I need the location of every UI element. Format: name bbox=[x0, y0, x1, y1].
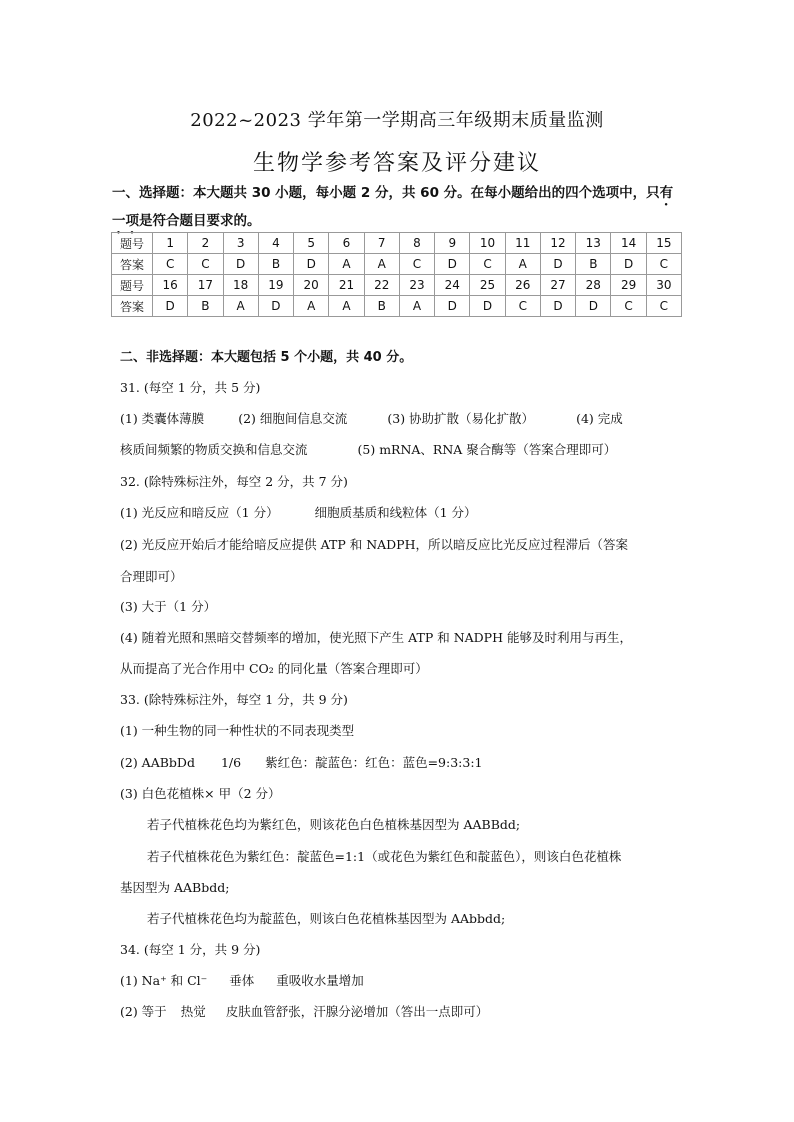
table-cell: B bbox=[258, 254, 293, 275]
q31-answer-3: (3) 协助扩散（易化扩散） bbox=[387, 411, 535, 426]
section1-heading-emphasis: 有一项 bbox=[112, 185, 674, 229]
table-cell: 14 bbox=[611, 233, 646, 254]
table-cell: 26 bbox=[505, 275, 540, 296]
q31-answer-1: (1) 类囊体薄膜 bbox=[120, 411, 205, 426]
table-cell: A bbox=[364, 254, 399, 275]
table-cell: 24 bbox=[435, 275, 470, 296]
table-cell: A bbox=[399, 296, 434, 317]
section1-heading-part1: 一、选择题：本大题共 30 小题，每小题 2 分，共 60 分。在每小题给出的四个选项中，只 bbox=[112, 185, 660, 201]
table-row-answers-2 bbox=[112, 296, 682, 317]
table-cell: A bbox=[223, 296, 258, 317]
table-cell: 29 bbox=[611, 275, 646, 296]
table-cell: 1 bbox=[153, 233, 188, 254]
row-label: 题号 bbox=[112, 233, 153, 254]
table-cell: A bbox=[294, 296, 329, 317]
table-cell: 28 bbox=[576, 275, 611, 296]
table-cell: B bbox=[364, 296, 399, 317]
table-cell: C bbox=[188, 254, 223, 275]
table-cell: C bbox=[399, 254, 434, 275]
table-cell: D bbox=[435, 296, 470, 317]
table-cell: 27 bbox=[540, 275, 575, 296]
q34-answer-2b: 热觉 bbox=[180, 1004, 206, 1019]
table-cell: B bbox=[188, 296, 223, 317]
q32-heading: 32. (除特殊标注外，每空 2 分，共 7 分) bbox=[120, 474, 348, 489]
table-cell: A bbox=[329, 254, 364, 275]
q32-answer-2a: (2) 光反应开始后才能给暗反应提供 ATP 和 NADPH，所以暗反应比光反应过程滞后（答案 bbox=[120, 537, 628, 552]
q32-answer-4b: 从而提高了光合作用中 CO₂ 的同化量（答案合理即可） bbox=[120, 661, 428, 676]
exam-subtitle: 生物学参考答案及评分建议 bbox=[252, 151, 541, 176]
q32-answer-4a: (4) 随着光照和黑暗交替频率的增加，使光照下产生 ATP 和 NADPH 能够及时利用与再生， bbox=[120, 630, 632, 645]
table-cell: 3 bbox=[223, 233, 258, 254]
table-cell: D bbox=[223, 254, 258, 275]
row-label: 题号 bbox=[112, 275, 153, 296]
q33-answer-3-line-3: 基因型为 AABbdd; bbox=[120, 880, 230, 895]
section2-heading: 二、非选择题：本大题包括 5 个小题，共 40 分。 bbox=[120, 350, 413, 365]
q34-answer-2c: 皮肤血管舒张，汗腺分泌增加（答出一点即可） bbox=[225, 1004, 489, 1019]
q34-answer-1b: 垂体 bbox=[229, 973, 255, 988]
table-cell: B bbox=[576, 254, 611, 275]
table-cell: 11 bbox=[505, 233, 540, 254]
table-cell: D bbox=[576, 296, 611, 317]
q34-line-1 bbox=[120, 971, 364, 989]
table-cell: 2 bbox=[188, 233, 223, 254]
q34-line-2 bbox=[120, 1002, 488, 1020]
q33-answer-2b: 1/6 bbox=[220, 755, 242, 770]
table-cell: 23 bbox=[399, 275, 434, 296]
section1-heading-part2: 是符合题目要求的。 bbox=[139, 213, 261, 229]
table-cell: 20 bbox=[294, 275, 329, 296]
table-cell: D bbox=[294, 254, 329, 275]
q34-answer-1a: (1) Na⁺ 和 Cl⁻ bbox=[120, 973, 208, 988]
q31-answer-2: (2) 细胞间信息交流 bbox=[238, 411, 348, 426]
table-cell: 7 bbox=[364, 233, 399, 254]
table-cell: 10 bbox=[470, 233, 505, 254]
table-cell: 12 bbox=[540, 233, 575, 254]
table-cell: C bbox=[611, 296, 646, 317]
table-cell: 30 bbox=[646, 275, 681, 296]
table-cell: C bbox=[470, 254, 505, 275]
q31-answer-4-end: 核质间频繁的物质交换和信息交流 bbox=[120, 442, 308, 457]
q32-answer-2b: 合理即可） bbox=[120, 569, 183, 584]
table-cell: 5 bbox=[294, 233, 329, 254]
section1-heading bbox=[112, 181, 686, 237]
table-cell: D bbox=[470, 296, 505, 317]
q31-line-2 bbox=[120, 440, 616, 458]
q33-heading: 33. (除特殊标注外，每空 1 分，共 9 分) bbox=[120, 692, 348, 707]
row-label: 答案 bbox=[112, 254, 153, 275]
q32-answer-1b: 细胞质基质和线粒体（1 分） bbox=[314, 505, 477, 520]
q33-answer-1: (1) 一种生物的同一种性状的不同表现类型 bbox=[120, 723, 355, 738]
row-label: 答案 bbox=[112, 296, 153, 317]
q32-answer-3: (3) 大于（1 分） bbox=[120, 599, 217, 614]
table-cell: 21 bbox=[329, 275, 364, 296]
table-row-answers-1 bbox=[112, 254, 682, 275]
table-cell: D bbox=[611, 254, 646, 275]
exam-title: 2022~2023 学年第一学期高三年级期末质量监测 bbox=[190, 110, 604, 131]
table-cell: 22 bbox=[364, 275, 399, 296]
table-cell: 13 bbox=[576, 233, 611, 254]
q32-line-1 bbox=[120, 503, 477, 521]
table-cell: C bbox=[505, 296, 540, 317]
q31-answer-4-start: (4) 完成 bbox=[576, 411, 623, 426]
table-cell: C bbox=[153, 254, 188, 275]
table-cell: C bbox=[646, 254, 681, 275]
q33-answer-3: (3) 白色花植株× 甲（2 分） bbox=[120, 786, 281, 801]
table-cell: 18 bbox=[223, 275, 258, 296]
q33-line-2 bbox=[120, 753, 483, 771]
table-cell: D bbox=[258, 296, 293, 317]
q32-answer-1a: (1) 光反应和暗反应（1 分） bbox=[120, 505, 279, 520]
table-row-numbers-2 bbox=[112, 275, 682, 296]
table-cell: 4 bbox=[258, 233, 293, 254]
q33-answer-3-line-1: 若子代植株花色均为紫红色，则该花色白色植株基因型为 AABBdd; bbox=[147, 817, 521, 832]
table-row-numbers-1 bbox=[112, 233, 682, 254]
table-cell: 19 bbox=[258, 275, 293, 296]
table-cell: D bbox=[435, 254, 470, 275]
table-cell: D bbox=[153, 296, 188, 317]
table-cell: 17 bbox=[188, 275, 223, 296]
q34-answer-1c: 重吸收水量增加 bbox=[276, 973, 364, 988]
table-cell: D bbox=[540, 296, 575, 317]
answer-table bbox=[111, 232, 682, 317]
q31-answer-5: (5) mRNA、RNA 聚合酶等（答案合理即可） bbox=[357, 442, 617, 457]
q31-line-1 bbox=[120, 409, 623, 427]
q31-heading: 31. (每空 1 分，共 5 分) bbox=[120, 380, 261, 395]
table-cell: A bbox=[505, 254, 540, 275]
table-cell: 15 bbox=[646, 233, 681, 254]
table-cell: 25 bbox=[470, 275, 505, 296]
table-cell: 16 bbox=[153, 275, 188, 296]
q33-answer-3-line-4: 若子代植株花色均为靛蓝色，则该白色花植株基因型为 AAbbdd; bbox=[147, 911, 506, 926]
q33-answer-3-line-2: 若子代植株花色为紫红色：靛蓝色=1:1（或花色为紫红色和靛蓝色），则该白色花植株 bbox=[147, 849, 622, 864]
table-cell: 6 bbox=[329, 233, 364, 254]
table-cell: A bbox=[329, 296, 364, 317]
q34-answer-2a: (2) 等于 bbox=[120, 1004, 167, 1019]
table-cell: D bbox=[540, 254, 575, 275]
q33-answer-2a: (2) AABbDd bbox=[120, 755, 195, 770]
q33-answer-2c: 紫红色：靛蓝色：红色：蓝色=9:3:3:1 bbox=[265, 755, 483, 770]
table-cell: C bbox=[646, 296, 681, 317]
q34-heading: 34. (每空 1 分，共 9 分) bbox=[120, 942, 261, 957]
table-cell: 9 bbox=[435, 233, 470, 254]
table-cell: 8 bbox=[399, 233, 434, 254]
